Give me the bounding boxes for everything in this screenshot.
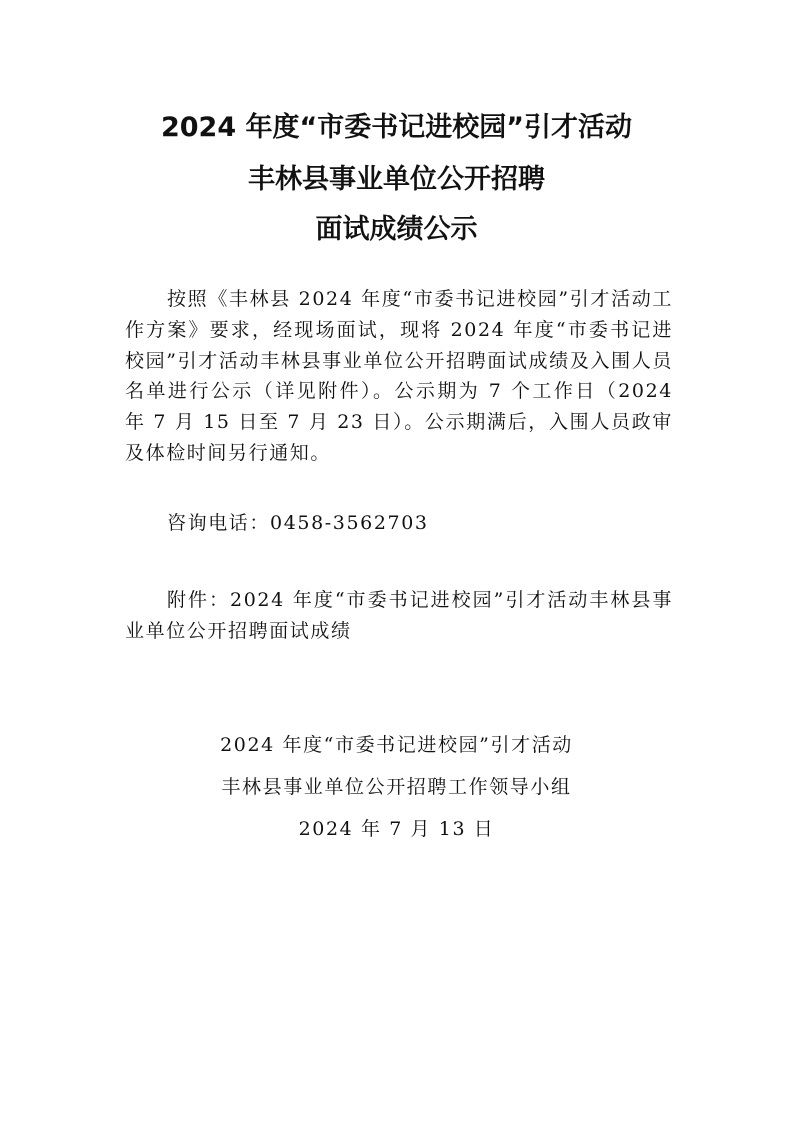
- document-title-line-3: 面试成绩公示: [315, 214, 478, 245]
- signature-line-1: 2024 年度“市委书记进校园”引才活动: [220, 734, 573, 756]
- signature-line-2: 丰林县事业单位公开招聘工作领导小组: [221, 776, 572, 798]
- signature-date: 2024 年 7 月 13 日: [298, 818, 495, 840]
- attachment-note: 附件：2024 年度“市委书记进校园”引才活动丰林县事业单位公开招聘面试成绩: [125, 589, 673, 642]
- document-title-line-2: 丰林县事业单位公开招聘: [248, 164, 545, 195]
- consult-phone: 咨询电话：0458-3562703: [167, 512, 429, 534]
- document-title-line-1: 2024 年度“市委书记进校园”引才活动: [160, 112, 633, 143]
- announcement-paragraph: 按照《丰林县 2024 年度“市委书记进校园”引才活动工作方案》要求，经现场面试，现将 2024 年度“市委书记进校园”引才活动丰林县事业单位公开招聘面试成绩及入围人员名单进行公示（详见附件）。公示期为 7 个工作日（2024 年 7 月 15 日至 7 月 23 日）。公示期满后，入围人员政审及体检时间另行通知。: [125, 288, 673, 464]
